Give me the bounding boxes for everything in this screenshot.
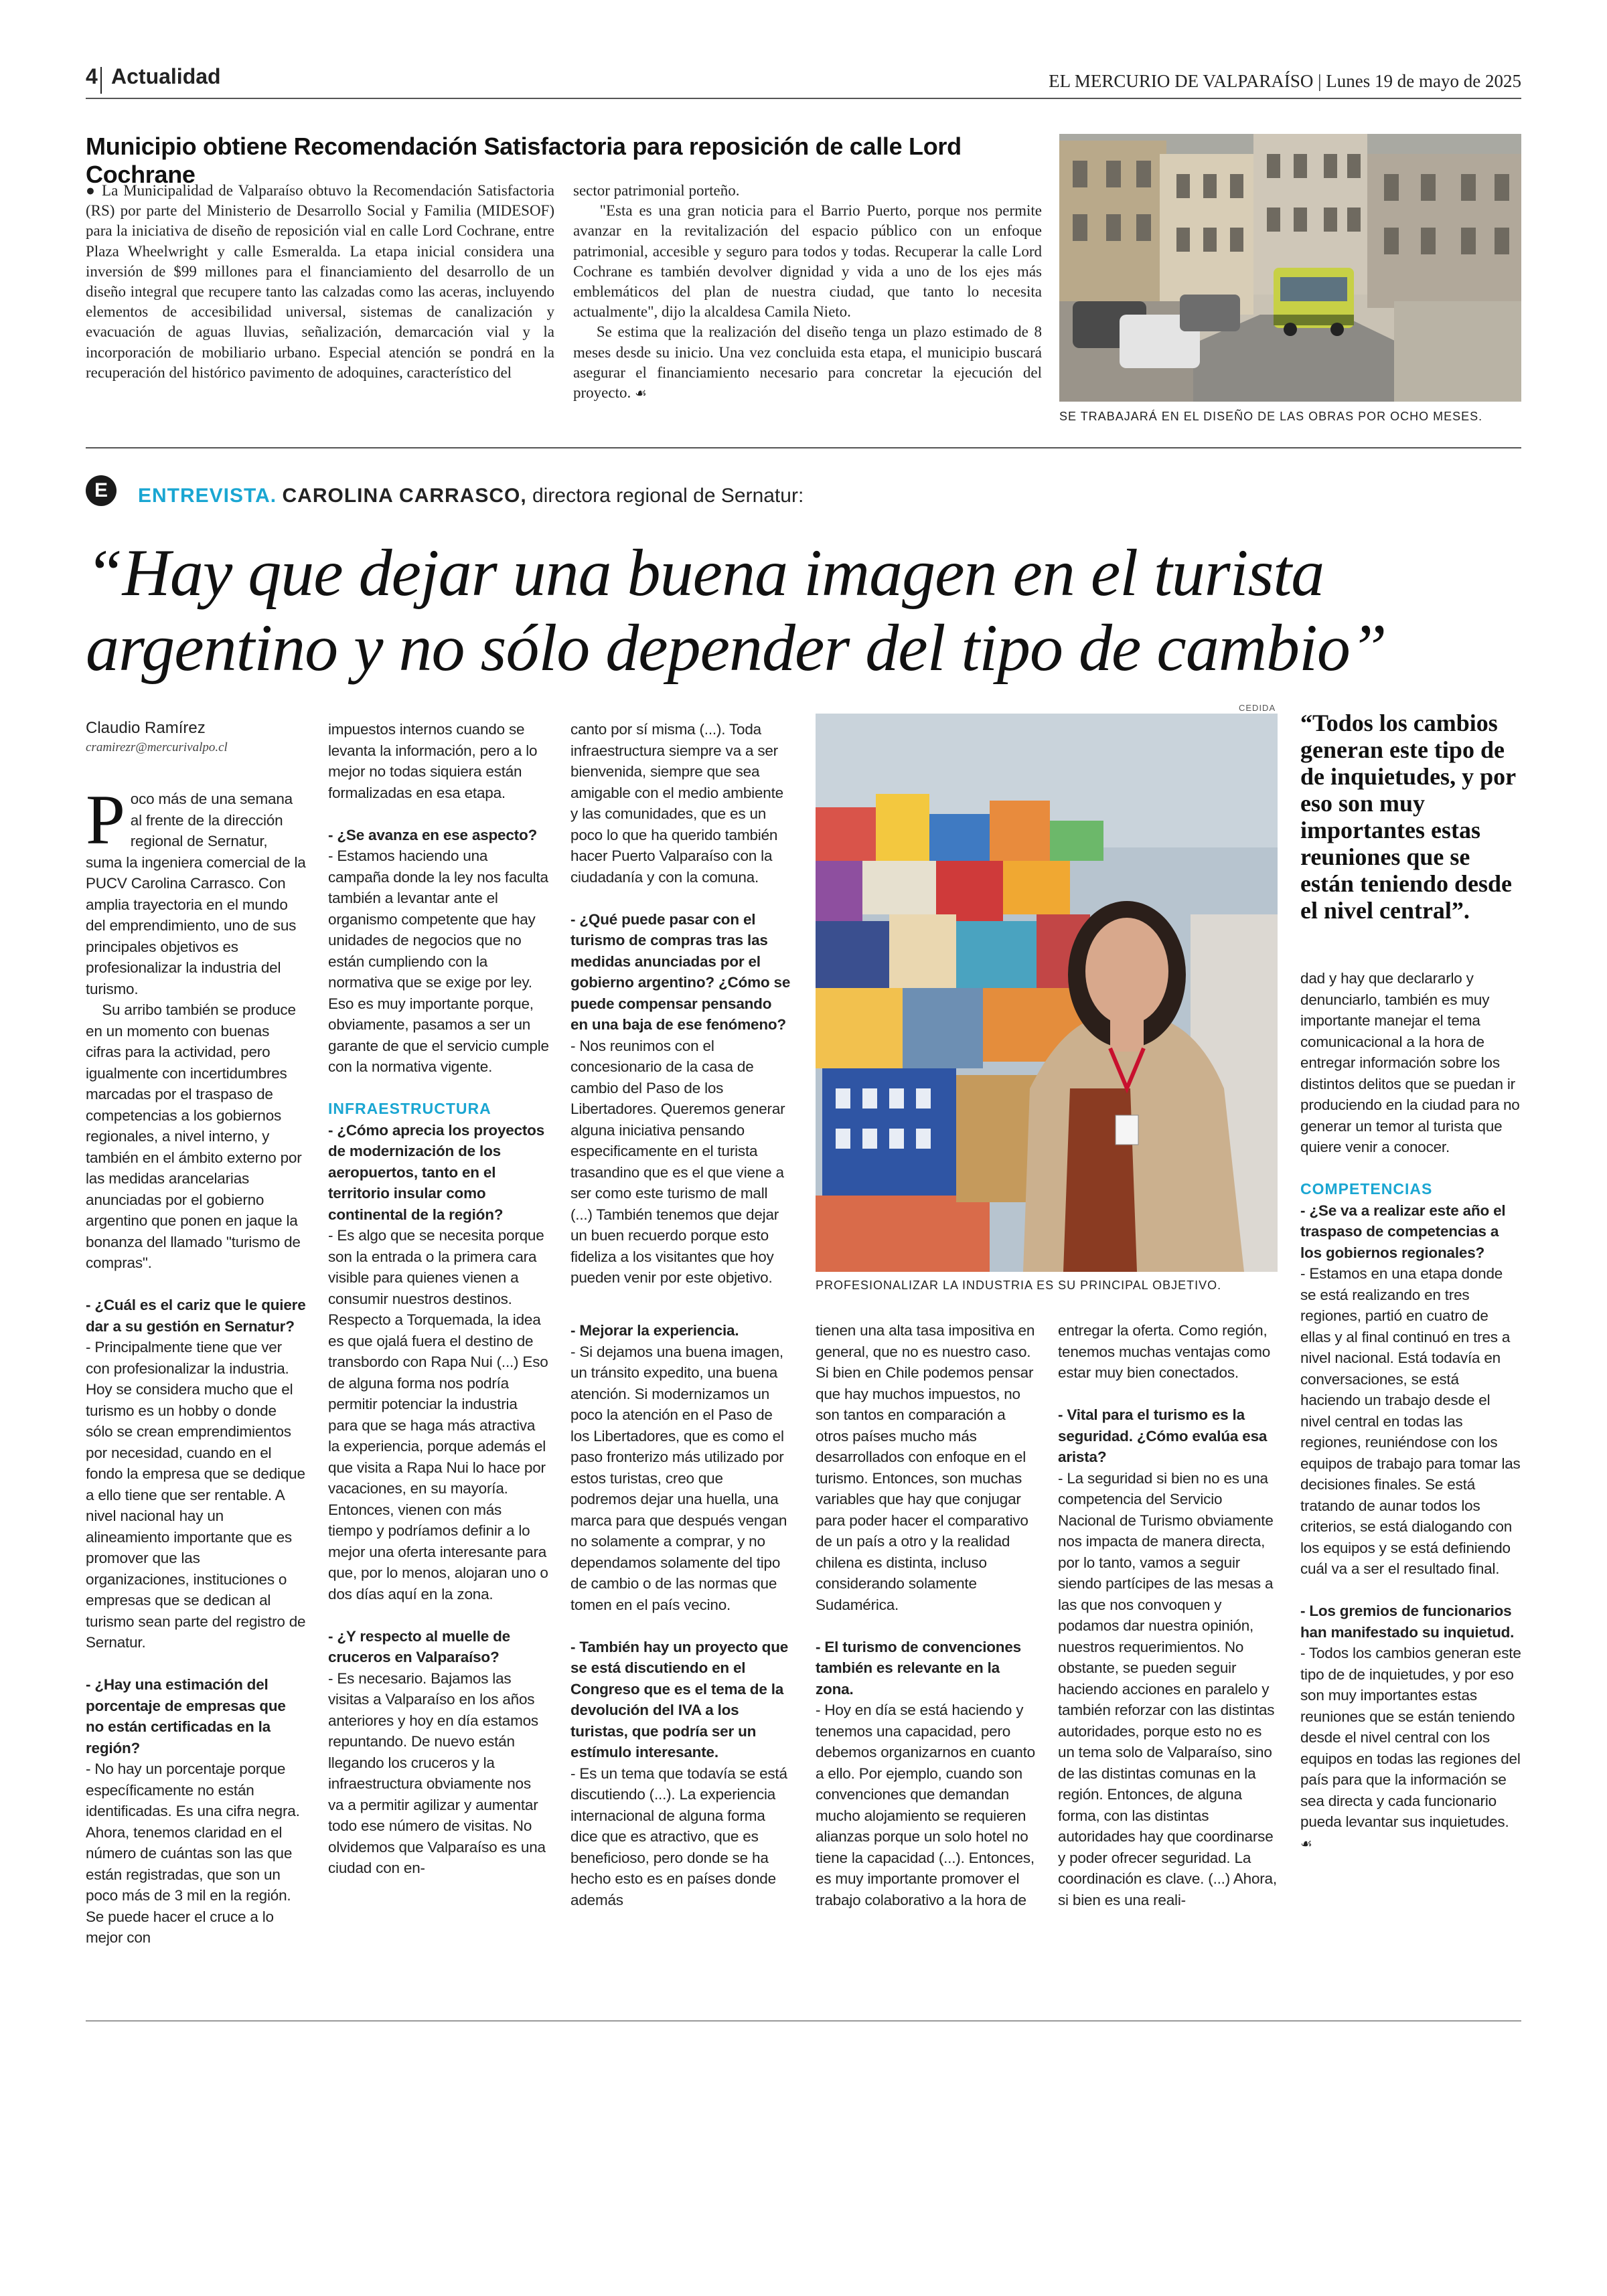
question: - ¿Se avanza en ese aspecto? — [328, 826, 538, 843]
column-5 — [1058, 1320, 1279, 1910]
question: - ¿Cómo aprecia los proyectos de modernización de los aeropuertos, tanto en el territorio insular como continental de la región? — [328, 1121, 549, 1223]
question: - ¿Se va a realizar este año el traspaso de competencias a los gobiernos regionales? — [1300, 1202, 1510, 1261]
question: - Los gremios de funcionarios han manifestado su inquietud. — [1300, 1603, 1516, 1641]
interview-kicker — [138, 485, 804, 507]
drop-cap: P — [86, 781, 125, 859]
subhead-competencias: COMPETENCIAS — [1300, 1180, 1433, 1198]
answer: tienen una alta tasa impositiva en general, que no es nuestro caso. Si bien en Chile podemos pensar que hay muchos impuestos, no son tantos en comparación a otros países mucho más desarrollados con enfoque en el turismo. Entonces, son muchas variables que hay que conjugar para poder hacer el comparativo de un país a otro y la realidad chilena es distinta, incluso considerando solamente Sudamérica. — [816, 1322, 1039, 1613]
portrait-photo — [816, 714, 1278, 1272]
author-name: Claudio Ramírez — [86, 719, 206, 737]
portrait-photo-illustration — [816, 714, 1278, 1272]
street-photo — [1059, 134, 1521, 402]
brief-photo-caption: SE TRABAJARÁ EN EL DISEÑO DE LAS OBRAS POR OCHO MESES. — [1059, 410, 1483, 423]
answer: - Nos reunimos con el concesionario de la casa de cambio del Paso de los Libertadores. Queremos generar alguna iniciativa pensando especificamente en el turista trasandino que es el que viene a ser como este turismo de mall (...) También tenemos que dejar un buen recuerdo porque esto fideliza a los visitantes que hoy pueden venir por este objetivo. — [570, 1037, 789, 1286]
answer: entregar la oferta. Como región, tenemos muchas ventajas como estar muy bien conectados. — [1058, 1322, 1275, 1381]
kicker-name: CAROLINA CARRASCO, — [282, 485, 527, 507]
street-photo-illustration — [1059, 134, 1521, 402]
portrait-photo-caption: PROFESIONALIZAR LA INDUSTRIA ES SU PRINCIPAL OBJETIVO. — [816, 1279, 1222, 1292]
brief-column-2 — [573, 181, 1042, 403]
header-divider — [100, 67, 102, 94]
end-mark-icon: ☙ — [1300, 1835, 1312, 1852]
photo-credit: CEDIDA — [1239, 703, 1276, 713]
answer: - Hoy en día se está haciendo y tenemos una capacidad, pero debemos organizarnos en cuanto a ello. Por ejemplo, cuando son convenciones que demandan mucho alojamiento se requieren alianzas porque un solo hotel no tiene la capacidad (...). Entonces, es muy importante promover el trabajo colaborativo a la hora de — [816, 1702, 1040, 1908]
column-4 — [816, 1320, 1040, 1910]
header-rule — [86, 98, 1521, 99]
answer: - Todos los cambios generan este tipo de de inquietudes, y por eso son muy importantes estas reuniones que se están teniendo desde el nivel central con los equipos en todas las regiones del país para que la información se sea directa y cada funcionario pueda levantar sus inquietudes. — [1300, 1645, 1525, 1830]
answer: - Principalmente tiene que ver con profesionalizar la industria. Hoy se considera mucho que el turismo es un hobby o donde sólo se crean emprendimientos por necesidad, cuando en el fondo la empresa que se dedique a ello tiene que ser rentable. A nivel nacional hay un alineamiento importante que es promover que las organizaciones, instituciones o empresas que se dedican al turismo sean parte del registro de Sernatur. — [86, 1339, 310, 1651]
page-number: 4 — [86, 64, 98, 88]
question: - ¿Qué puede pasar con el turismo de compras tras las medidas anunciadas por el gobierno argentino? ¿Cómo se puede compensar pensando en una baja de ese fenómeno? — [570, 910, 795, 1033]
column-3-bottom — [570, 1320, 791, 1910]
answer: - Si dejamos una buena imagen, un tránsito expedito, una buena atención. Si modernizamos un poco la atención en el Paso de los Libertadores, que es como el paso fronterizo más utilizado por estos turistas, creo que podremos dejar una huella, una marca para que después vengan no solamente a comprar, y no dependamos solamente del tipo de cambio o de las normas que tomen en el país vecino. — [570, 1343, 791, 1613]
answer: - Estamos en una etapa donde se está realizando en tres regiones, partió en cuatro de ellas y al final continuó en tres a nivel nacional. Está todavía en conversaciones, se está haciendo un trabajo desde el nivel central en todas las regiones, reuniéndose con los equipos de trabajo para tomar las decisiones finales. Se está tratando de aunar todos los criterios, se está dialogando con los equipos y se está definiendo cuál va a ser el resultado final. — [1300, 1265, 1525, 1577]
intro-text: oco más de una semana al frente de la dirección regional de Sernatur, suma la ingeniera comercial de la PUCV Carolina Carrasco. Con amplia trayectoria en el mundo del emprendimiento, uno de sus principales objetivos es profesionalizar la industria del turismo. Su arribo también se produce en un momento con buenas cifras para la actividad, pero igualmente con incertidumbres marcadas por el traspaso de competencias a los gobiernos regionales, a nivel interno, y también en el ámbito externo por las medidas arancelarias anunciadas por el gobierno argentino que ponen en jaque la bonanza del llamado "turismo de compras". — [86, 791, 306, 1271]
question: - ¿Hay una estimación del porcentaje de empresas que no están certificadas en la región? — [86, 1676, 290, 1756]
question: - ¿Y respecto al muelle de cruceros en Valparaíso? — [328, 1627, 515, 1665]
kicker-role: directora regional de Sernatur: — [532, 485, 804, 507]
section-name: Actualidad — [111, 64, 221, 88]
answer: - Estamos haciendo una campaña donde la ley nos faculta también a levantar ante el organismo competente que hay unidades de negocios que no están cumpliendo con la normativa que se exige por ley. Eso es muy importante porque, obviamente, pasamos a ser un garante de que el servicio cumple con la normativa vigente. — [328, 847, 553, 1075]
answer: impuestos internos cuando se levanta la información, pero a lo mejor no todas siquiera están formalizadas en esa etapa. — [328, 721, 542, 801]
author-email: cramirezr@mercurivalpo.cl — [86, 740, 228, 754]
answer: dad y hay que declararlo y denunciarlo, también es muy importante manejar el tema comunicacional a la hora de entregar información sobre los distintos delitos que se puedan ir produciendo en la ciudad para no generar un temor al turista que quiere venir a conocer. — [1300, 970, 1524, 1155]
question: - El turismo de convenciones también es relevante en la zona. — [816, 1638, 1026, 1698]
column-1 — [86, 781, 310, 1949]
column-6 — [1300, 968, 1525, 1854]
answer: - La seguridad si bien no es una competencia del Servicio Nacional de Turismo obviamente nos impacta de manera directa, por lo tanto, vamos a seguir siendo partícipes de las mesas a las que nos convoquen y podamos dar nuestra opinión, nuestros requerimientos. No obstante, se pueden seguir haciendo acciones en paralelo y también reforzar con las distintas autoridades, porque esto no es un tema solo de Valparaíso, sino de las distintas comunas en la región. Entonces, de alguna forma, con las distintas autoridades hay que coordinarse y poder ofrecer seguridad. La coordinación es clave. (...) Ahora, si bien es una reali- — [1058, 1469, 1281, 1908]
answer: - Es algo que se necesita porque son la entrada o la primera cara visible para quienes vienen a consumir nuestros destinos. Respecto a Torquemada, la idea es que ojalá fuera el destino de transbordo con Rapa Nui (...) Eso de alguna forma nos podría permitir potenciar la industria para que se haga más atractiva la experiencia, porque además el que visita a Rapa Nui lo hace por vacaciones, en su mayoría. Entonces, vienen con más tiempo y podríamos definir a lo mejor una oferta interesante para que, por lo menos, alojaran uno o dos días aquí en la zona. — [328, 1227, 552, 1603]
question: - También hay un proyecto que se está discutiendo en el Congreso que es el tema de la devolución del IVA a los turistas, que podría ser un estímulo interesante. — [570, 1638, 793, 1760]
brief-column-1: ● La Municipalidad de Valparaíso obtuvo la Recomendación Satisfactoria (RS) por parte del Ministerio de Desarrollo Social y Familia (MIDESOF) para la iniciativa de diseño de reposición vial en calle Lord Cochrane, entre Plaza Wheelwright y calle Esmeralda. La etapa inicial considera una inversión de $99 millones para el financiamiento del desarrollo de un diseño integral que recupere tanto las calzadas como las aceras, incluyendo elementos de accesibilidad universal, sistemas de canalización y evacuación de aguas lluvias, señalización, demarcación vial y la incorporación de mobiliario urbano. Especial atención se pondrá en la recuperación del histórico pavimento de adoquines, característico del — [86, 182, 558, 381]
answer: canto por sí misma (...). Toda infraestructura siempre va a ser bienvenida, siempre que sea amigable con el medio ambiente y las comunidades, que es un poco lo que ha querido también hacer Puerto Valparaíso con la ciudadanía y con la comuna. — [570, 721, 788, 886]
footer-rule — [86, 2020, 1521, 2022]
column-2 — [328, 719, 553, 1879]
kicker-label: ENTREVISTA. — [138, 485, 277, 507]
answer: - No hay un porcentaje porque específicamente no están identificadas. Es una cifra negra. Ahora, tenemos claridad en el número de cuántas son las que están registradas, que son un poco más de 3 mil en la región. Se puede hacer el cruce a lo mejor con — [86, 1760, 303, 1946]
brief-column-2-text: sector patrimonial porteño. "Esta es una gran noticia para el Barrio Puerto, porque nos permite avanzar en la revitalización del espacio público con un enfoque patrimonial, accesible y seguro para todos y todas. Recuperar la calle Lord Cochrane es también devolver dignidad y vida a uno de los ejes más emblemáticos del plan de nuestra ciudad, que tanto lo necesita actualmente", dijo la alcaldesa Camila Nieto. Se estima que la realización del diseño tenga un plazo estimado de 8 meses desde su inicio. Una vez concluida esta etapa, el municipio buscará asegurar el financiamiento necesario para concretar la ejecución del proyecto. — [573, 182, 1043, 402]
answer: - Es necesario. Bajamos las visitas a Valparaíso en los años anteriores y hoy en día estamos repuntando. De nuevo están llegando los cruceros y la infraestructura obviamente nos va a permitir agilizar y aumentar todo ese número de visitas. No olvidemos que Valparaíso es una ciudad con en- — [328, 1669, 550, 1876]
pull-quote: “Todos los cambios generan este tipo de de inquietudes, y por eso son muy importantes estas reuniones que se están teniendo desde el nivel central”. — [1300, 710, 1516, 924]
end-mark-icon: ☙ — [634, 385, 647, 402]
answer: - Es un tema que todavía se está discutiendo (...). La experiencia internacional de alguna forma dice que es atractivo, que es beneficioso, pero donde se ha hecho esto es en países donde además — [570, 1765, 791, 1908]
subhead-infraestructura: INFRAESTRUCTURA — [328, 1100, 491, 1117]
brief-rule — [86, 447, 1521, 448]
interview-badge: E — [86, 475, 117, 506]
question: - Mejorar la experiencia. — [570, 1322, 739, 1339]
question: - ¿Cuál es el cariz que le quiere dar a su gestión en Sernatur? — [86, 1297, 310, 1335]
brief-headline: Municipio obtiene Recomendación Satisfactoria para reposición de calle Lord Cochrane — [86, 133, 962, 188]
column-3-top — [570, 719, 795, 1289]
question: - Vital para el turismo es la seguridad. ¿Cómo evalúa esa arista? — [1058, 1406, 1272, 1465]
newspaper-date: EL MERCURIO DE VALPARAÍSO | Lunes 19 de mayo de 2025 — [1049, 71, 1521, 91]
interview-headline: “Hay que dejar una buena imagen en el turista argentino y no sólo depender del tipo de cambio” — [86, 536, 1387, 685]
